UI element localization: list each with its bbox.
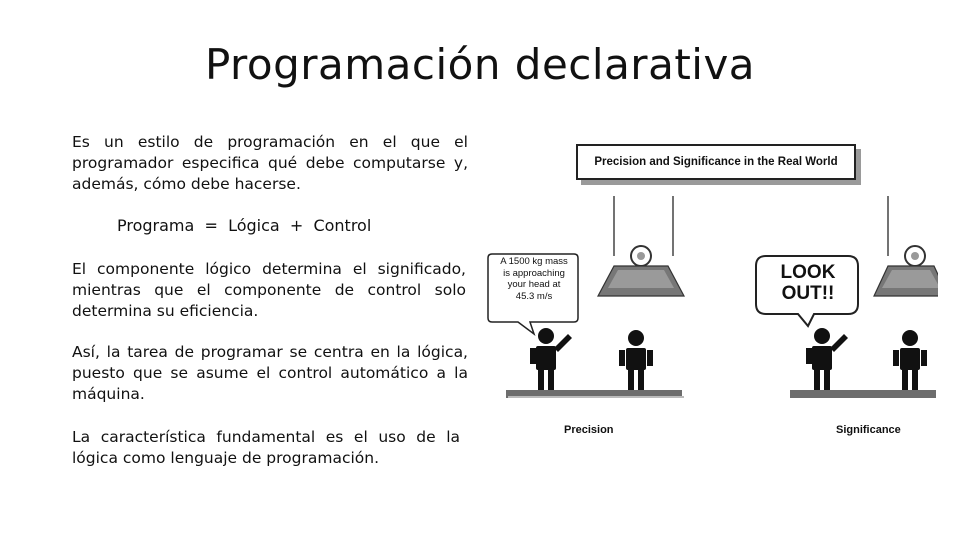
person-pointing-right-icon [806,328,848,390]
bubble-left-text [490,256,578,302]
figure-banner: Precision and Significance in the Real World [576,144,856,180]
bubble-right-text [758,262,858,304]
person-pointing-left-icon [530,328,572,390]
paragraph-definition: Es un estilo de programación en el que el programador especifica qué debe computarse y, además, cómo debe hacerse. [72,133,468,193]
bubble-right-line: OUT!! [781,283,835,304]
ground-right [790,390,936,398]
equation: Programa = Lógica + Control [117,216,372,235]
bubble-left-line: is approaching [503,267,565,279]
bubble-left-line: A 1500 kg mass [500,256,568,267]
paragraph-programming-task: Así, la tarea de programar se centra en la lógica, puesto que se asume el control automático a la máquina. [72,343,468,403]
label-precision: Precision [564,424,614,436]
bubble-right-line: LOOK [780,262,836,283]
slide-title: Programación declarativa [204,40,756,89]
weight-left-icon [598,196,684,296]
bubble-left-line: your head at [507,279,561,290]
person-standing-left-icon [619,330,653,390]
paragraph-fundamental-feature: La característica fundamental es el uso de la lógica como lenguaje de programación. [72,428,460,467]
precision-significance-illustration [478,138,938,448]
weight-right-icon [874,196,938,296]
paragraph-logic-component: El componente lógico determina el significado, mientras que el componente de control solo determina su eficiencia. [72,260,466,320]
label-significance: Significance [836,424,901,436]
bubble-left-line: 45.3 m/s [515,290,553,302]
person-standing-right-icon [893,330,927,390]
